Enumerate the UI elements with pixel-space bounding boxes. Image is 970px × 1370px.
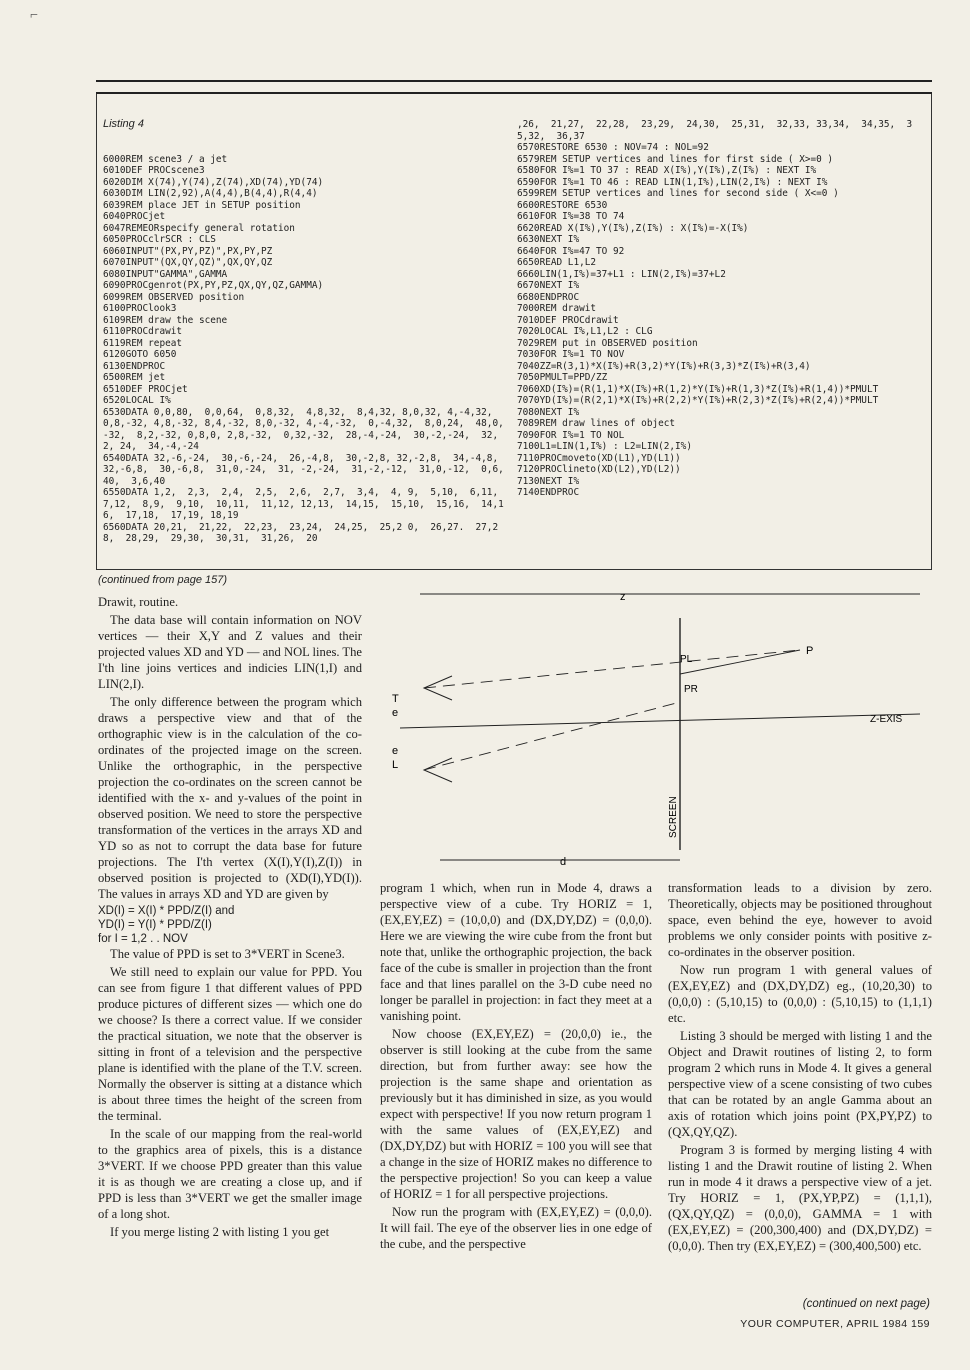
listing-line: 6040PROCjet bbox=[103, 211, 166, 222]
p-label: P bbox=[806, 645, 814, 657]
formula-line: YD(I) = Y(I) * PPD/Z(I) bbox=[98, 919, 212, 931]
listing-line: 6540DATA 32,-6,-24, 30,-6,-24, 26,-4,8, 30,-2,8, 32,-2,8, 34,-4,8, 32,-6,8, 30,-6,8, 31,0,-24, 31, -2,-24, 31,-2,-12, 31,0,-12, 0,6,40, 3,6,40 bbox=[103, 452, 510, 487]
z-axis-line bbox=[400, 714, 920, 728]
perspective-diagram bbox=[380, 590, 932, 874]
paragraph: If you merge listing 2 with listing 1 you get bbox=[110, 1225, 330, 1239]
formula-line: for I = 1,2 . . NOV bbox=[98, 933, 188, 945]
listing-line: 7040ZZ=R(3,1)*X(I%)+R(3,2)*Y(I%)+R(3,3)*Z(I%)+R(3,4) bbox=[517, 360, 811, 372]
screen-label: SCREEN bbox=[668, 796, 679, 838]
listing-line: 6580FOR I%=1 TO 37 : READ X(I%),Y(I%),Z(I%) : NEXT I% bbox=[517, 165, 817, 176]
lower-eye-mark bbox=[424, 758, 452, 782]
listing-line: 7110PROCmoveto(XD(L1),YD(L1)) bbox=[517, 452, 681, 464]
listing-line: 6650READ L1,L2 bbox=[517, 257, 597, 268]
listing-line: 6130ENDPROC bbox=[103, 360, 166, 372]
listing-line: 7030FOR I%=1 TO NOV bbox=[517, 349, 625, 360]
paragraph: The only difference between the program which draws a perspective view and that of the orthographic view is in the calculation of the co-ordinates of the projected image on the screen. Unlike the orthographic, in the perspective projection the co-ordinates on the screen cannot be identified with the x- and y-values of the point in observed position. We need to store the perspective transformation of the vertices in the arrays XD and YD so as not to corrupt the data base for future projections. The I'th vertex (X(I),Y(I),Z(I)) in observed position is projected to (XD(I),YD(I)). The values in arrays XD and YD are given by bbox=[98, 695, 362, 901]
listing-line: 7080NEXT I% bbox=[517, 406, 580, 418]
listing-line: 7050PMULT=PPD/ZZ bbox=[517, 372, 608, 383]
listing-line: 6600RESTORE 6530 bbox=[517, 199, 608, 211]
listing-line: 6090PROCgenrot(PX,PY,PZ,QX,QY,QZ,GAMMA) bbox=[103, 280, 324, 291]
listing-line: 7070YD(I%)=(R(2,1)*X(I%)+R(2,2)*Y(I%)+R(2,3)*Z(I%)+R(2,4))*PMULT bbox=[517, 395, 879, 406]
paragraph: Now run program 1 with general values of (EX,EY,EZ) and (DX,DY,DZ) eg., (10,20,30) to (0,0,0) : (5,10,15) to (0,0,0) : (5,10,15) to (1,1,1) etc. bbox=[668, 963, 932, 1025]
listing-line: 7020LOCAL I%,L1,L2 : CLG bbox=[517, 326, 653, 337]
listing-left-column bbox=[103, 96, 508, 566]
listing-line: 6047REMEORspecify general rotation bbox=[103, 222, 295, 234]
paragraph: In the scale of our mapping from the real-world to the graphics area of pixels, this is a distance 3*VERT. If we choose PPD greater than this value it is as though we are creating a close up, and if PPD is less than 3*VERT we get the smaller image of a long shot. bbox=[98, 1127, 362, 1221]
listing-line: 6500REM jet bbox=[103, 372, 166, 383]
listing-line: 6530DATA 0,0,80, 0,0,64, 0,8,32, 4,8,32, 8,4,32, 8,0,32, 4,-4,32, 0,8,-32, 4,8,-32, 8,4,-32, 8,0,-32, 4,-4,-32, 0,-4,32, 8,0,24, 48,0,-32, 8,2,-32, 0,8,0, 2,8,-32, 0,32,-32, 28,-4,-24, 30,-2,-24, 32, 2, 24, 34,-4,-24 bbox=[103, 406, 504, 452]
listing-line: 6000REM scene3 / a jet bbox=[103, 153, 228, 165]
listing-line: 6570RESTORE 6530 : NOV=74 : NOL=92 bbox=[517, 142, 709, 153]
listing-box bbox=[96, 94, 932, 570]
formula-line: XD(I) = X(I) * PPD/Z(I) and bbox=[98, 905, 235, 917]
listing-line: 7060XD(I%)=(R(1,1)*X(I%)+R(1,2)*Y(I%)+R(1,3)*Z(I%)+R(1,4))*PMULT bbox=[517, 383, 879, 395]
paragraph: We still need to explain our value for PPD. You can see from figure 1 that different values of PPD produce pictures of different sizes — which one do we choose? Is there a correct value. If we consider the practical situation, we note that the observer is sitting in front of a television and the perspective plane is identified with the plane of the T.V. screen. Normally the observer is sitting at a distance which is about three times the height of the screen from the terminal. bbox=[98, 965, 362, 1123]
eye-letter-4: L bbox=[392, 759, 399, 771]
listing-line: 6520LOCAL I% bbox=[103, 395, 171, 406]
listing-line: 6039REM place JET in SETUP position bbox=[103, 199, 301, 211]
listing-line: 6119REM repeat bbox=[103, 337, 183, 349]
listing-line: 6100PROClook3 bbox=[103, 303, 177, 314]
continued-from-note: (continued from page 157) bbox=[98, 574, 228, 586]
listing-line: 6680ENDPROC bbox=[517, 291, 580, 303]
continued-next-note: (continued on next page) bbox=[802, 1298, 930, 1310]
paragraph: Program 3 is formed by merging listing 4 with listing 1 and the Drawit routine of listing 2. When run in mode 4 it draws a perspective view of a jet. Try HORIZ = 1, (PX,YP,PZ) = (1,1,1), (QX,QY,QZ) = (0,0,0), GAMMA = 1 with (EX,EY,EZ) = (200,300,400) and (DX,DY,DZ) = (0,0,0). Then try (EX,EY,EZ) = (300,400,500) etc. bbox=[668, 1143, 932, 1253]
paragraph: Listing 3 should be merged with listing 1 and the Object and Drawit routines of listing 2, to form program 2 which runs in Mode 4. It gives a general perspective view of a scene consisting of two cubes that can be rotated by an angle Gamma about an axis of rotation which joins point (PX,PY,PZ) to (QX,QY,QZ). bbox=[668, 1029, 932, 1139]
page-footer: YOUR COMPUTER, APRIL 1984 159 bbox=[740, 1318, 930, 1330]
listing-line: 7120PROClineto(XD(L2),YD(L2)) bbox=[517, 464, 681, 475]
listing-line: 7140ENDPROC bbox=[517, 487, 580, 498]
listing-line: 6550DATA 1,2, 2,3, 2,4, 2,5, 2,6, 2,7, 3,4, 4, 9, 5,10, 6,11, 7,12, 8,9, 9,10, 10,11, 11,12, 12,13, 14,15, 15,10, 15,16, 14,16, 17,18, 17,19, 18,19 bbox=[103, 487, 510, 521]
pr-label: PR bbox=[684, 684, 698, 695]
listing-line: 6579REM SETUP vertices and lines for first side ( X>=0 ) bbox=[517, 153, 834, 165]
listing-line: 6640FOR I%=47 TO 92 bbox=[517, 245, 625, 257]
paragraph: Drawit, routine. bbox=[98, 595, 179, 609]
listing-line: 6070INPUT"(QX,QY,QZ)",QX,QY,QZ bbox=[103, 257, 273, 268]
z-label: z bbox=[620, 591, 626, 603]
listing-line: 6060INPUT"(PX,PY,PZ)",PX,PY,PZ bbox=[103, 245, 273, 257]
paragraph: The data base will contain information on NOV vertices — their X,Y and Z values and their projected values XD and YD — and NOL lines. The I'th line joins vertices and indicies LIN(1,I) and LIN(2,I). bbox=[98, 613, 362, 691]
pr-to-p-line bbox=[680, 650, 800, 674]
listing-line: 6510DEF PROCjet bbox=[103, 383, 188, 395]
listing-line: 6110PROCdrawit bbox=[103, 326, 183, 337]
z-axis-label: Z-EXIS bbox=[870, 714, 903, 725]
listing-line: 7130NEXT I% bbox=[517, 475, 580, 487]
listing-line: 6670NEXT I% bbox=[517, 280, 580, 291]
listing-line: 7100L1=LIN(1,I%) : L2=LIN(2,I%) bbox=[517, 441, 692, 452]
text-column-1 bbox=[98, 594, 362, 1316]
top-rule bbox=[96, 80, 932, 82]
paragraph: program 1 which, when run in Mode 4, draws a perspective view of a cube. Try HORIZ = 1, (EX,EY,EZ) = (10,0,0) and (DX,DY,DZ) = (0,0,0). Here we are viewing the wire cube from the front but note that, unlike the orthographic projection, the back face of the cube is smaller in projection than the front face and that lines parallel on the 3-D cube need no longer be parallel in projection: in fact they meet at a vanishing point. bbox=[380, 881, 652, 1023]
listing-line: 6030DIM LIN(2,92),A(4,4),B(4,4),R(4,4) bbox=[103, 188, 318, 199]
listing-line: ,26, 21,27, 22,28, 23,29, 24,30, 25,31, 32,33, 33,34, 34,35, 35,32, 36,37 bbox=[517, 119, 913, 142]
text-column-3 bbox=[668, 880, 932, 1306]
listing-line: 6109REM draw the scene bbox=[103, 314, 228, 326]
listing-line: 6599REM SETUP vertices and lines for second side ( X<=0 ) bbox=[517, 188, 839, 199]
listing-title: Listing 4 bbox=[103, 118, 144, 130]
eye-letter-1: T bbox=[392, 693, 399, 705]
lower-sight-line bbox=[424, 702, 680, 770]
listing-line: 7029REM put in OBSERVED position bbox=[517, 337, 698, 349]
page-corner-mark: ⌐ bbox=[30, 8, 38, 23]
listing-line: 7010DEF PROCdrawit bbox=[517, 314, 619, 326]
listing-line: 6610FOR I%=38 TO 74 bbox=[517, 211, 625, 222]
paragraph: Now choose (EX,EY,EZ) = (20,0,0) ie., the observer is still looking at the cube from the same direction, but from further away: see how the projection is the same shape and orientation as previously but it has diminished in size, as you would expect with perspective! If you now return program 1 with the same values of (EX,EY,EZ) and (DX,DY,DZ) but with HORIZ = 100 you will see that a change in the size of HORIZ makes no difference to the perspective projection! So you can keep a value of HORIZ = 1 for all perspective projections. bbox=[380, 1027, 652, 1201]
listing-line: 6120GOTO 6050 bbox=[103, 349, 177, 360]
text-column-2 bbox=[380, 880, 652, 1306]
listing-line: 6590FOR I%=1 TO 46 : READ LIN(1,I%),LIN(2,I%) : NEXT I% bbox=[517, 176, 828, 188]
listing-right-column bbox=[517, 96, 922, 566]
eye-letter-2: e bbox=[392, 707, 399, 719]
listing-line: 6080INPUT"GAMMA",GAMMA bbox=[103, 268, 228, 280]
paragraph: The value of PPD is set to 3*VERT in Scene3. bbox=[110, 947, 345, 961]
listing-line: 7090FOR I%=1 TO NOL bbox=[517, 429, 625, 441]
listing-line: 6050PROCclrSCR : CLS bbox=[103, 234, 216, 245]
d-label: d bbox=[560, 856, 567, 868]
pl-label: PL bbox=[680, 654, 693, 665]
paragraph: Now run the program with (EX,EY,EZ) = (0,0,0). It will fail. The eye of the observer lies in one edge of the cube, and the perspective bbox=[380, 1205, 652, 1251]
projection-formula bbox=[98, 904, 362, 946]
listing-line: 6560DATA 20,21, 21,22, 22,23, 23,24, 24,25, 25,2 0, 26,27. 27,28, 28,29, 29,30, 30,31, 31,26, 20 bbox=[103, 521, 499, 544]
eye-letter-3: e bbox=[392, 745, 399, 757]
listing-line: 6020DIM X(74),Y(74),Z(74),XD(74),YD(74) bbox=[103, 176, 324, 188]
listing-line: 7000REM drawit bbox=[517, 303, 597, 314]
paragraph: transformation leads to a division by zero. Theoretically, objects may be positioned throughout space, even behind the eye, however to avoid problems we only consider points with positive z-co-ordinates in the observer position. bbox=[668, 881, 932, 959]
listing-line: 6099REM OBSERVED position bbox=[103, 291, 245, 303]
listing-line: 6660LIN(1,I%)=37+L1 : LIN(2,I%)=37+L2 bbox=[517, 268, 726, 280]
upper-sight-line bbox=[424, 650, 800, 688]
listing-line: 6010DEF PROCscene3 bbox=[103, 165, 205, 176]
listing-line: 6630NEXT I% bbox=[517, 234, 580, 245]
listing-line: 7089REM draw lines of object bbox=[517, 418, 676, 429]
listing-line: 6620READ X(I%),Y(I%),Z(I%) : X(I%)=-X(I%) bbox=[517, 222, 749, 234]
